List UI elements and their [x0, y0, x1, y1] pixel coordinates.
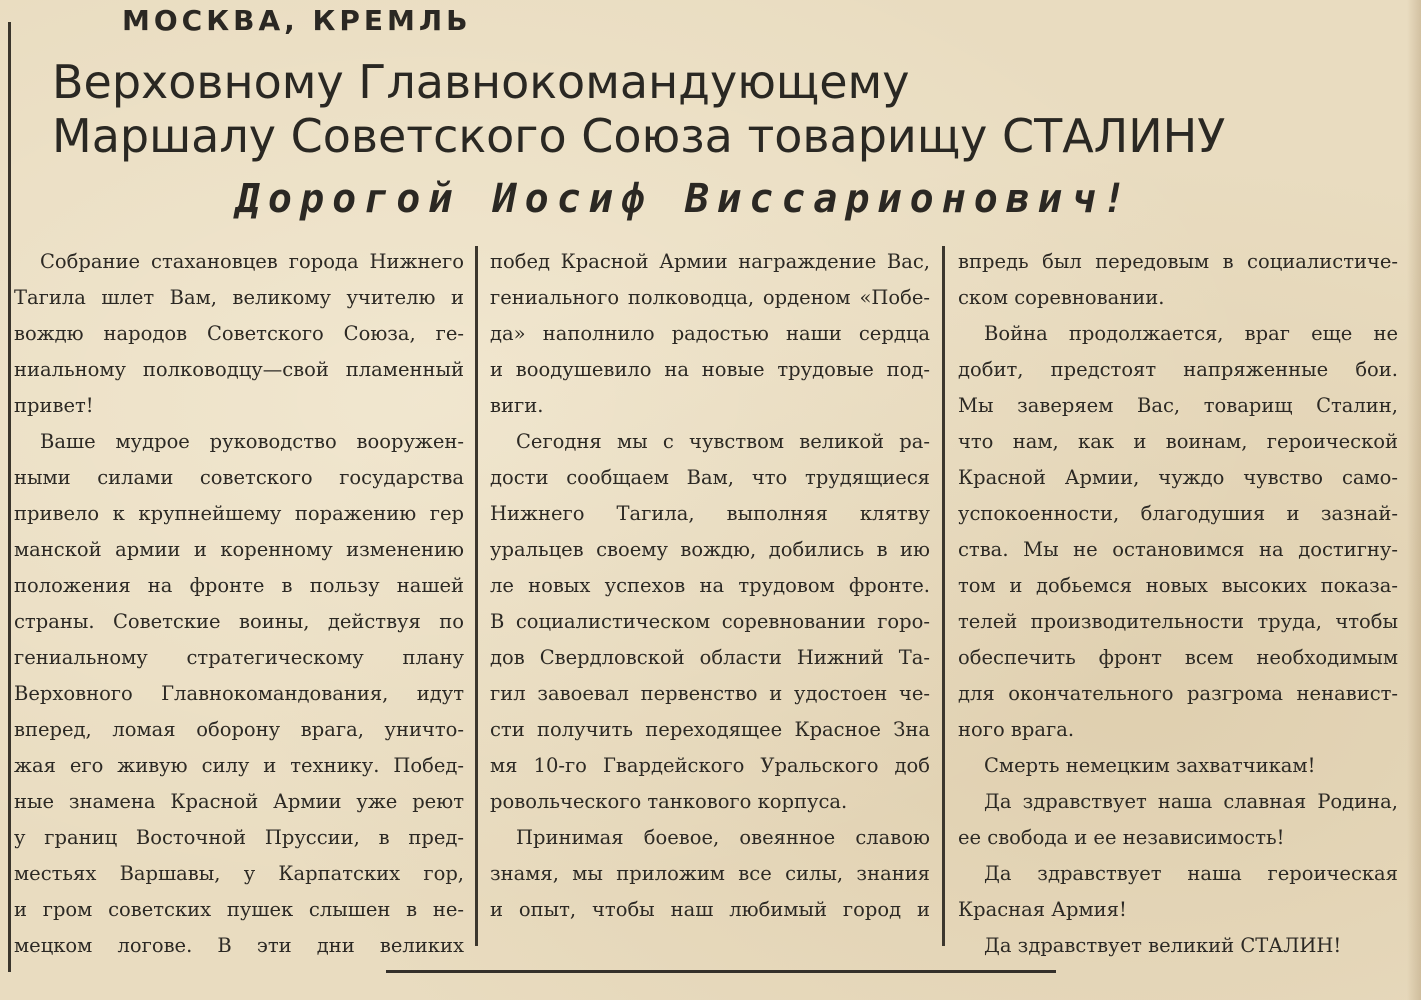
- article-column-2: [490, 244, 930, 928]
- article-line: дости сообщаем Вам, что трудящиеся: [490, 466, 930, 489]
- left-border-rule: [8, 22, 11, 972]
- article-line: для окончательного разгрома ненавист-: [958, 682, 1398, 705]
- column-divider-1: [475, 246, 478, 946]
- article-line: Нижнего Тагила, выполняя клятву: [490, 502, 930, 525]
- article-line: что нам, как и воинам, героической: [958, 430, 1398, 453]
- article-line: и опыт, чтобы наш любимый город и: [490, 898, 930, 921]
- headline-line-1: Верховному Главнокомандующему: [52, 55, 910, 109]
- article-line: да» наполнило радостью наши сердца: [490, 322, 930, 345]
- article-line: Тагила шлет Вам, великому учителю и: [14, 286, 464, 309]
- headline-line-2: Маршалу Советского Союза товарищу СТАЛИНУ: [52, 109, 1226, 163]
- article-line: Да здравствует великий СТАЛИН!: [984, 934, 1342, 957]
- bottom-rule: [386, 970, 1056, 973]
- article-line: страны. Советские воины, действуя по: [14, 610, 464, 633]
- article-column-3: [958, 244, 1398, 964]
- article-line: Война продолжается, враг еще не: [984, 322, 1398, 345]
- salutation: Дорогой Иосиф Виссарионович!: [235, 176, 1135, 222]
- article-line: жая его живую силу и технику. Побед-: [14, 754, 464, 777]
- article-line: добит, предстоят напряженные бои.: [958, 358, 1398, 381]
- article-line: ниальному полководцу—свой пламенный: [14, 358, 464, 381]
- article-line: Принимая боевое, овеянное славою: [516, 826, 930, 849]
- article-line: Мы заверяем Вас, товарищ Сталин,: [958, 394, 1398, 417]
- article-line: Да здравствует наша славная Родина,: [984, 790, 1398, 813]
- article-line: Верховного Главнокомандования, идут: [14, 682, 464, 705]
- article-line: Красной Армии, чуждо чувство само-: [958, 466, 1398, 489]
- article-line: ском соревновании.: [958, 286, 1165, 309]
- article-line: впредь был передовым в социалистиче-: [958, 250, 1398, 273]
- article-line: ства. Мы не остановимся на достигну-: [958, 538, 1398, 561]
- article-line: у границ Восточной Пруссии, в пред-: [14, 826, 464, 849]
- article-line: сти получить переходящее Красное Зна: [490, 718, 930, 741]
- article-line: мя 10-го Гвардейского Уральского доб: [490, 754, 930, 777]
- article-line: привело к крупнейшему поражению гер: [14, 502, 464, 525]
- column-divider-2: [942, 246, 945, 946]
- article-line: ровольческого танкового корпуса.: [490, 790, 848, 813]
- article-line: Ваше мудрое руководство вооружен-: [40, 430, 464, 453]
- article-line: знамя, мы приложим все силы, знания: [490, 862, 930, 885]
- article-line: и гром советских пушек слышен в не-: [14, 898, 464, 921]
- dateline: МОСКВА, КРЕМЛЬ: [122, 4, 472, 37]
- article-line: дов Свердловской области Нижний Та-: [490, 646, 930, 669]
- article-line: мецком логове. В эти дни великих: [14, 934, 464, 957]
- article-line: гениального полководца, орденом «Побе-: [490, 286, 930, 309]
- page-edge: [1407, 0, 1421, 1000]
- article-line: вождю народов Советского Союза, ге-: [14, 322, 464, 345]
- article-line: ле новых успехов на трудовом фронте.: [490, 574, 930, 597]
- article-line: Красная Армия!: [958, 898, 1127, 921]
- article-line: успокоенности, благодушия и зазнай-: [958, 502, 1398, 525]
- article-line: уральцев своему вождю, добились в ию: [490, 538, 930, 561]
- article-line: Да здравствует наша героическая: [984, 862, 1398, 885]
- article-line: привет!: [14, 394, 94, 417]
- article-column-1: [14, 244, 464, 964]
- article-line: положения на фронте в пользу нашей: [14, 574, 464, 597]
- article-line: телей производительности труда, чтобы: [958, 610, 1398, 633]
- article-line: и воодушевило на новые трудовые под-: [490, 358, 930, 381]
- article-line: В социалистическом соревновании горо-: [490, 610, 930, 633]
- article-line: ного врага.: [958, 718, 1075, 741]
- article-line: вперед, ломая оборону врага, уничто-: [14, 718, 464, 741]
- article-line: Сегодня мы с чувством великой ра-: [516, 430, 930, 453]
- article-line: ные знамена Красной Армии уже реют: [14, 790, 464, 813]
- article-line: манской армии и коренному изменению: [14, 538, 464, 561]
- article-line: Смерть немецким захватчикам!: [984, 754, 1316, 777]
- article-line: том и добьемся новых высоких показа-: [958, 574, 1398, 597]
- article-line: ными силами советского государства: [14, 466, 464, 489]
- article-line: гил завоевал первенство и удостоен че-: [490, 682, 930, 705]
- article-line: Собрание стахановцев города Нижнего: [40, 250, 464, 273]
- article-line: ее свобода и ее независимость!: [958, 826, 1285, 849]
- article-line: виги.: [490, 394, 544, 417]
- article-line: обеспечить фронт всем необходимым: [958, 646, 1398, 669]
- article-line: побед Красной Армии награждение Вас,: [490, 250, 930, 273]
- article-line: местьях Варшавы, у Карпатских гор,: [14, 862, 464, 885]
- article-line: гениальному стратегическому плану: [14, 646, 464, 669]
